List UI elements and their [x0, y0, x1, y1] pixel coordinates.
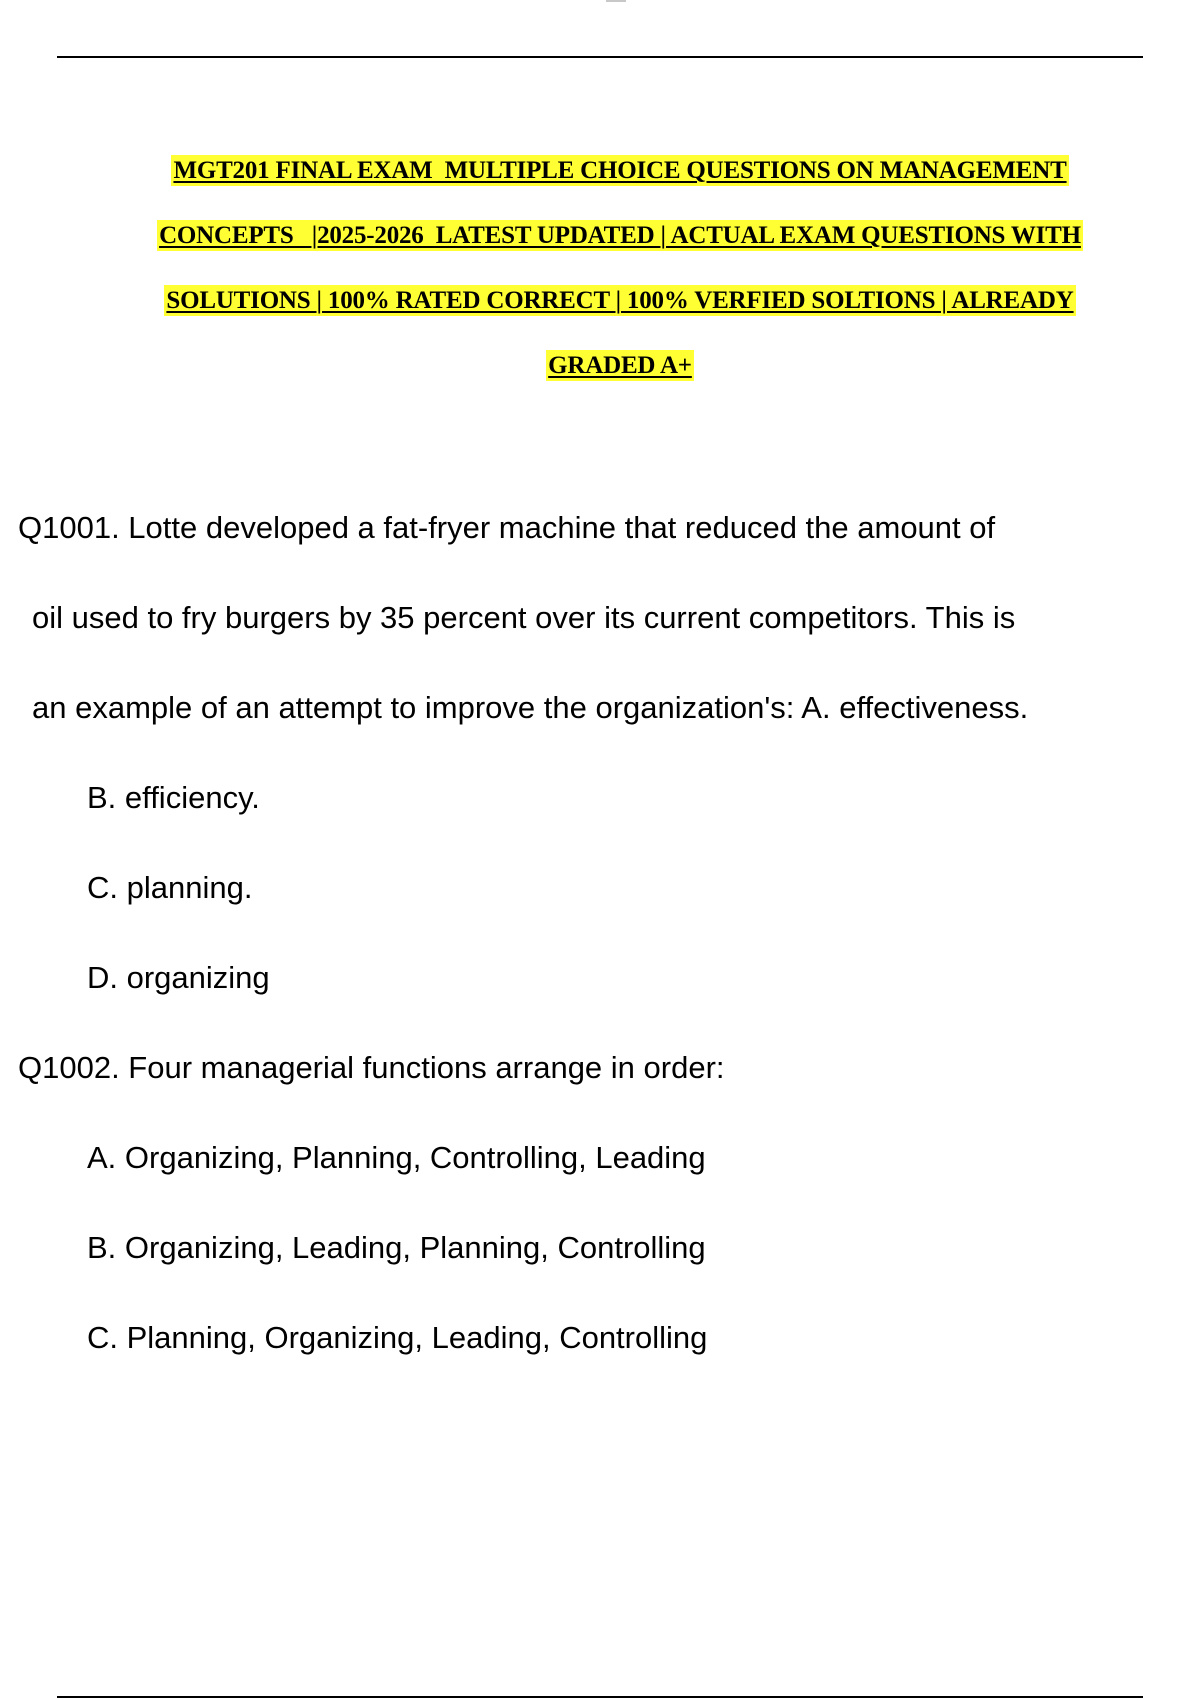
question-1002-line: Q1002. Four managerial functions arrange in order:: [18, 1050, 725, 1085]
question-1001-line: Q1001. Lotte developed a fat-fryer machine that reduced the amount of: [18, 510, 996, 545]
document-title: [60, 150, 1180, 410]
question-1002-option-b: B. Organizing, Leading, Planning, Controlling: [87, 1230, 706, 1265]
question-1001-option-c: C. planning.: [87, 870, 253, 905]
question-1001-option-d: D. organizing: [87, 960, 270, 995]
question-1002-option-c: C. Planning, Organizing, Leading, Controlling: [87, 1320, 708, 1355]
title-line: [60, 150, 1180, 215]
title-line: [60, 345, 1180, 410]
footer-rule: [57, 1696, 1143, 1698]
title-line-text: CONCEPTS |2025-2026 LATEST UPDATED | ACTUAL EXAM QUESTIONS WITH: [159, 222, 1081, 249]
title-line-text: SOLUTIONS | 100% RATED CORRECT | 100% VERFIED SOLTIONS | ALREADY: [166, 287, 1074, 314]
question-1001-option-b: B. efficiency.: [87, 780, 260, 815]
question-1001-line: oil used to fry burgers by 35 percent over its current competitors. This is: [32, 600, 1016, 635]
question-1001-line: an example of an attempt to improve the organization's: A. effectiveness.: [32, 690, 1029, 725]
title-line: [60, 280, 1180, 345]
question-1002-option-a: A. Organizing, Planning, Controlling, Leading: [87, 1140, 706, 1175]
title-line: [60, 215, 1180, 280]
header-mark: [606, 0, 626, 2]
title-line-text: MGT201 FINAL EXAM MULTIPLE CHOICE QUESTIONS ON MANAGEMENT: [173, 157, 1067, 184]
title-line-text: GRADED A+: [548, 352, 692, 379]
header-rule: [57, 56, 1143, 58]
